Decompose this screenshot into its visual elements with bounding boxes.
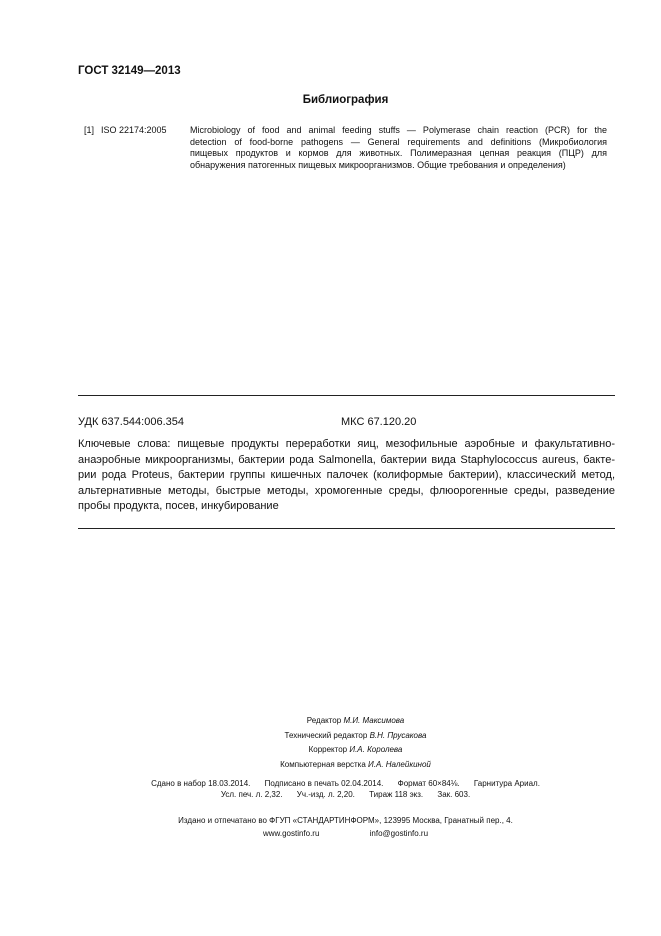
- bibliography-number: [1]: [84, 125, 95, 135]
- section-title: Библиография: [302, 94, 389, 106]
- bibliography-line: Microbiology of food and animal feeding stuffs — Polymerase chain reaction (PCR) for the: [190, 125, 607, 135]
- credit-proofreader: [0, 743, 661, 758]
- credit-layout: [0, 758, 661, 773]
- credit-name: И.А. Налейкиной: [368, 759, 431, 769]
- keywords-line: пробы продукта, посев, инкубирование: [78, 500, 279, 513]
- keywords-block: [78, 437, 615, 515]
- divider-top: [78, 395, 615, 396]
- credits-block: [0, 714, 661, 772]
- print-info-line-2: [0, 790, 661, 799]
- udk-code: УДК 637.544:006.354: [78, 416, 184, 428]
- document-code: ГОСТ 32149—2013: [78, 65, 181, 77]
- bibliography-line: пищевых продуктов и кормов для животных. Полимеразная цепная реакция (ПЦР) для: [190, 148, 607, 159]
- bibliography-line: detection of food-borne pathogens — General requirements and definitions (Микробиология: [190, 136, 607, 147]
- divider-bottom: [78, 528, 615, 529]
- mks-code: МКС 67.120.20: [341, 416, 417, 428]
- credit-role: Технический редактор: [284, 730, 368, 740]
- bibliography-line: обнаружения патогенных пищевых микроорганизмов. Общие требования и определения): [190, 159, 566, 170]
- bibliography-entry-text: [190, 125, 607, 171]
- typeset-date: Сдано в набор 18.03.2014.: [151, 779, 251, 788]
- keywords-line: Ключевые слова: пищевые продукты переработки яиц, мезофильные аэробные и факультативно-: [78, 438, 615, 450]
- publisher-line: Издано и отпечатано во ФГУП «СТАНДАРТИНФОРМ», 123995 Москва, Гранатный пер., 4.: [178, 816, 513, 825]
- credit-role: Корректор: [308, 745, 348, 754]
- bibliography-standard: ISO 22174:2005: [101, 125, 167, 135]
- publishing-sheets: Уч.-изд. л. 2,20.: [296, 790, 355, 799]
- signed-date: Подписано в печать 02.04.2014.: [264, 779, 384, 788]
- typeface: Гарнитура Ариал.: [473, 779, 540, 788]
- credit-name: М.И. Максимова: [343, 716, 405, 725]
- paper-format: Формат 60×84⅛.: [397, 779, 460, 788]
- keywords-line: рии рода Proteus, бактерии группы кишечных палочек (колиформые бактерии), классический метод,: [78, 469, 615, 482]
- publisher-contacts: [0, 829, 661, 838]
- credit-role: Редактор: [306, 716, 342, 725]
- email-link[interactable]: info@gostinfo.ru: [369, 829, 429, 838]
- order-number: Зак. 603.: [437, 790, 471, 799]
- credit-editor: [0, 714, 661, 729]
- print-info-line-1: [0, 779, 661, 788]
- credit-name: В.Н. Прусакова: [369, 730, 427, 740]
- circulation: Тираж 118 экз.: [369, 790, 424, 799]
- keywords-line: анаэробные микроорганизмы, бактерии рода Salmonella, бактерии вида Staphylococcus aureus, бакте-: [78, 453, 615, 466]
- keywords-line: альтернативные методы, быстрые методы, хромогенные среды, флюорогенные среды, разведение: [78, 484, 615, 497]
- credit-role: Компьютерная верстка: [280, 759, 366, 769]
- website-link[interactable]: www.gostinfo.ru: [262, 829, 320, 838]
- print-sheets: Усл. печ. л. 2,32.: [220, 790, 283, 799]
- credit-tech-editor: [0, 729, 661, 744]
- credit-name: И.А. Королева: [349, 745, 403, 754]
